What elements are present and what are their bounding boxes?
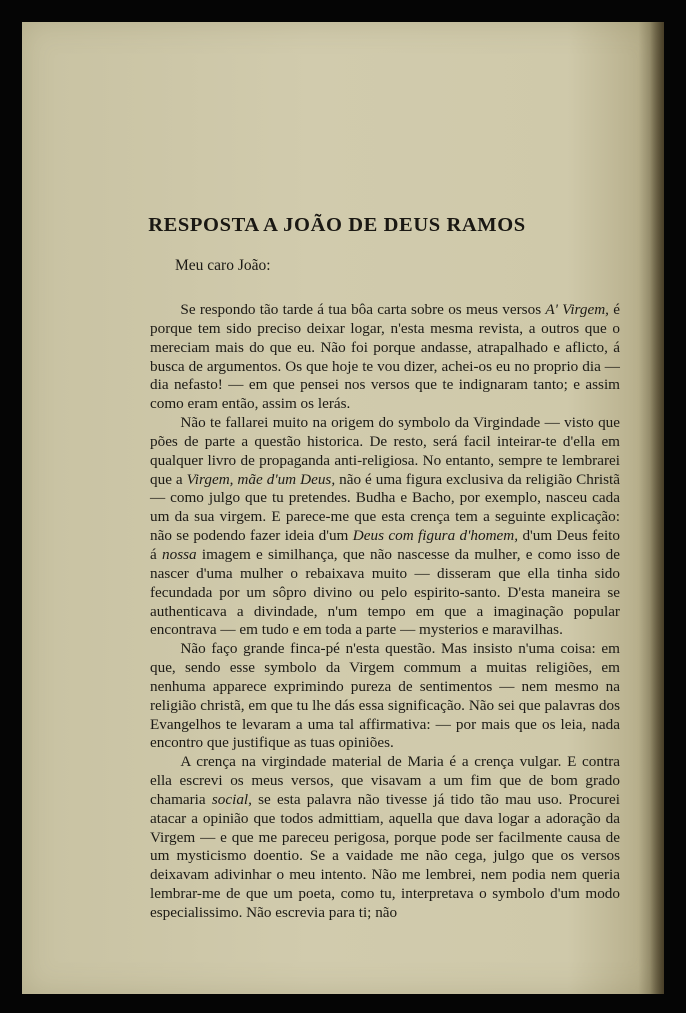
body-paragraph — [150, 640, 620, 753]
text-run: Não faço grande finca-pé n'esta questão. Mas insisto n'uma coisa: em que, sendo esse symbolo da Virgem commum a muitas religiões, em nenhuma apparece exprimindo pureza de sentimentos — nem mesmo na religião christã, em que tu lhe dás essa significação. Não sei que palavras dos Evangelhos te levaram a uma tal affirmativa: — por mais que os leia, nada encontro que justifique as tuas opiniões. — [150, 640, 620, 752]
body-paragraph — [150, 301, 620, 414]
text-run: Não te fallarei muito na origem do symbolo da Virgindade — visto que pões de parte a questão historica. De resto, será facil inteirar-te d'ella em qualquer livro de propaganda anti-religiosa. No entanto, sempre te lembrarei que a — [150, 414, 620, 488]
text-run: se esta palavra não tivesse já tido tão mau uso. Procurei atacar a opinião que todos admittiam, aquella que dava logar a adoração da Virgem — e que me pareceu perigosa, porque pode ser facilmente causa de um mysticismo doentio. Se a vaidade me não cega, julgo que os versos deixavam adivinhar o meu intento. Não me lembrei, nem podia nem queria lembrar-me de que um poeta, como tu, interpretava o symbolo d'um modo especialissimo. Não escrevia para ti; não — [150, 790, 620, 921]
page-binding-shadow — [650, 22, 664, 994]
text-run: A crença na virgindade material de Maria é a crença vulgar. E contra ella escrevi os meus versos, que visavam a um fim que de bom grado chamaria — [150, 753, 620, 808]
book-page — [22, 22, 664, 994]
salutation: Meu caro João: — [175, 257, 271, 274]
text-run: é porque tem sido preciso deixar logar, n'esta mesma revista, a outros que o mereciam mais do que eu. Não foi porque andasse, atrapalhado e aflicto, á busca de argumentos. Os que hoje te vou dizer, achei-os eu no proprio dia — dia nefasto! — em que pensei nos versos que te indignaram tanto; e assim como eram então, assim os lerás. — [150, 301, 620, 413]
italic-phrase: social, — [211, 790, 252, 808]
article-title: RESPOSTA A JOÃO DE DEUS RAMOS — [148, 213, 526, 236]
text-run: não é uma figura exclusiva da religião Christã — como julgo que tu pretendes. Budha e Bacho, por exemplo, nasceu cada um da sua virgem. E parece-me que esta crença tem a seguinte explicação: não se podendo fazer ideia d'um — [150, 470, 621, 545]
body-paragraph — [150, 414, 620, 640]
body-paragraph — [150, 753, 620, 923]
italic-phrase: nossa — [162, 545, 197, 563]
italic-phrase: A' Virgem, — [545, 301, 609, 318]
article-body — [150, 301, 620, 923]
text-run: imagem e similhança, que não nascesse da mulher, e como isso de nascer d'uma mulher o rebaixava muito — disseram que ella tinha sido fecundada por um sôpro divino ou pelo espirito-santo. D'esta maneira se authenticava a divindade, n'um tempo em que a imaginação popular encontrava — em tudo e em toda a parte — mysterios e maravilhas. — [150, 545, 620, 639]
text-run: Se respondo tão tarde á tua bôa carta sobre os meus versos — [180, 301, 546, 318]
italic-phrase: Virgem, mãe d'um Deus, — [186, 470, 336, 488]
italic-phrase: Deus com figura d'homem, — [352, 527, 519, 545]
text-run: d'um Deus feito á — [150, 527, 620, 563]
